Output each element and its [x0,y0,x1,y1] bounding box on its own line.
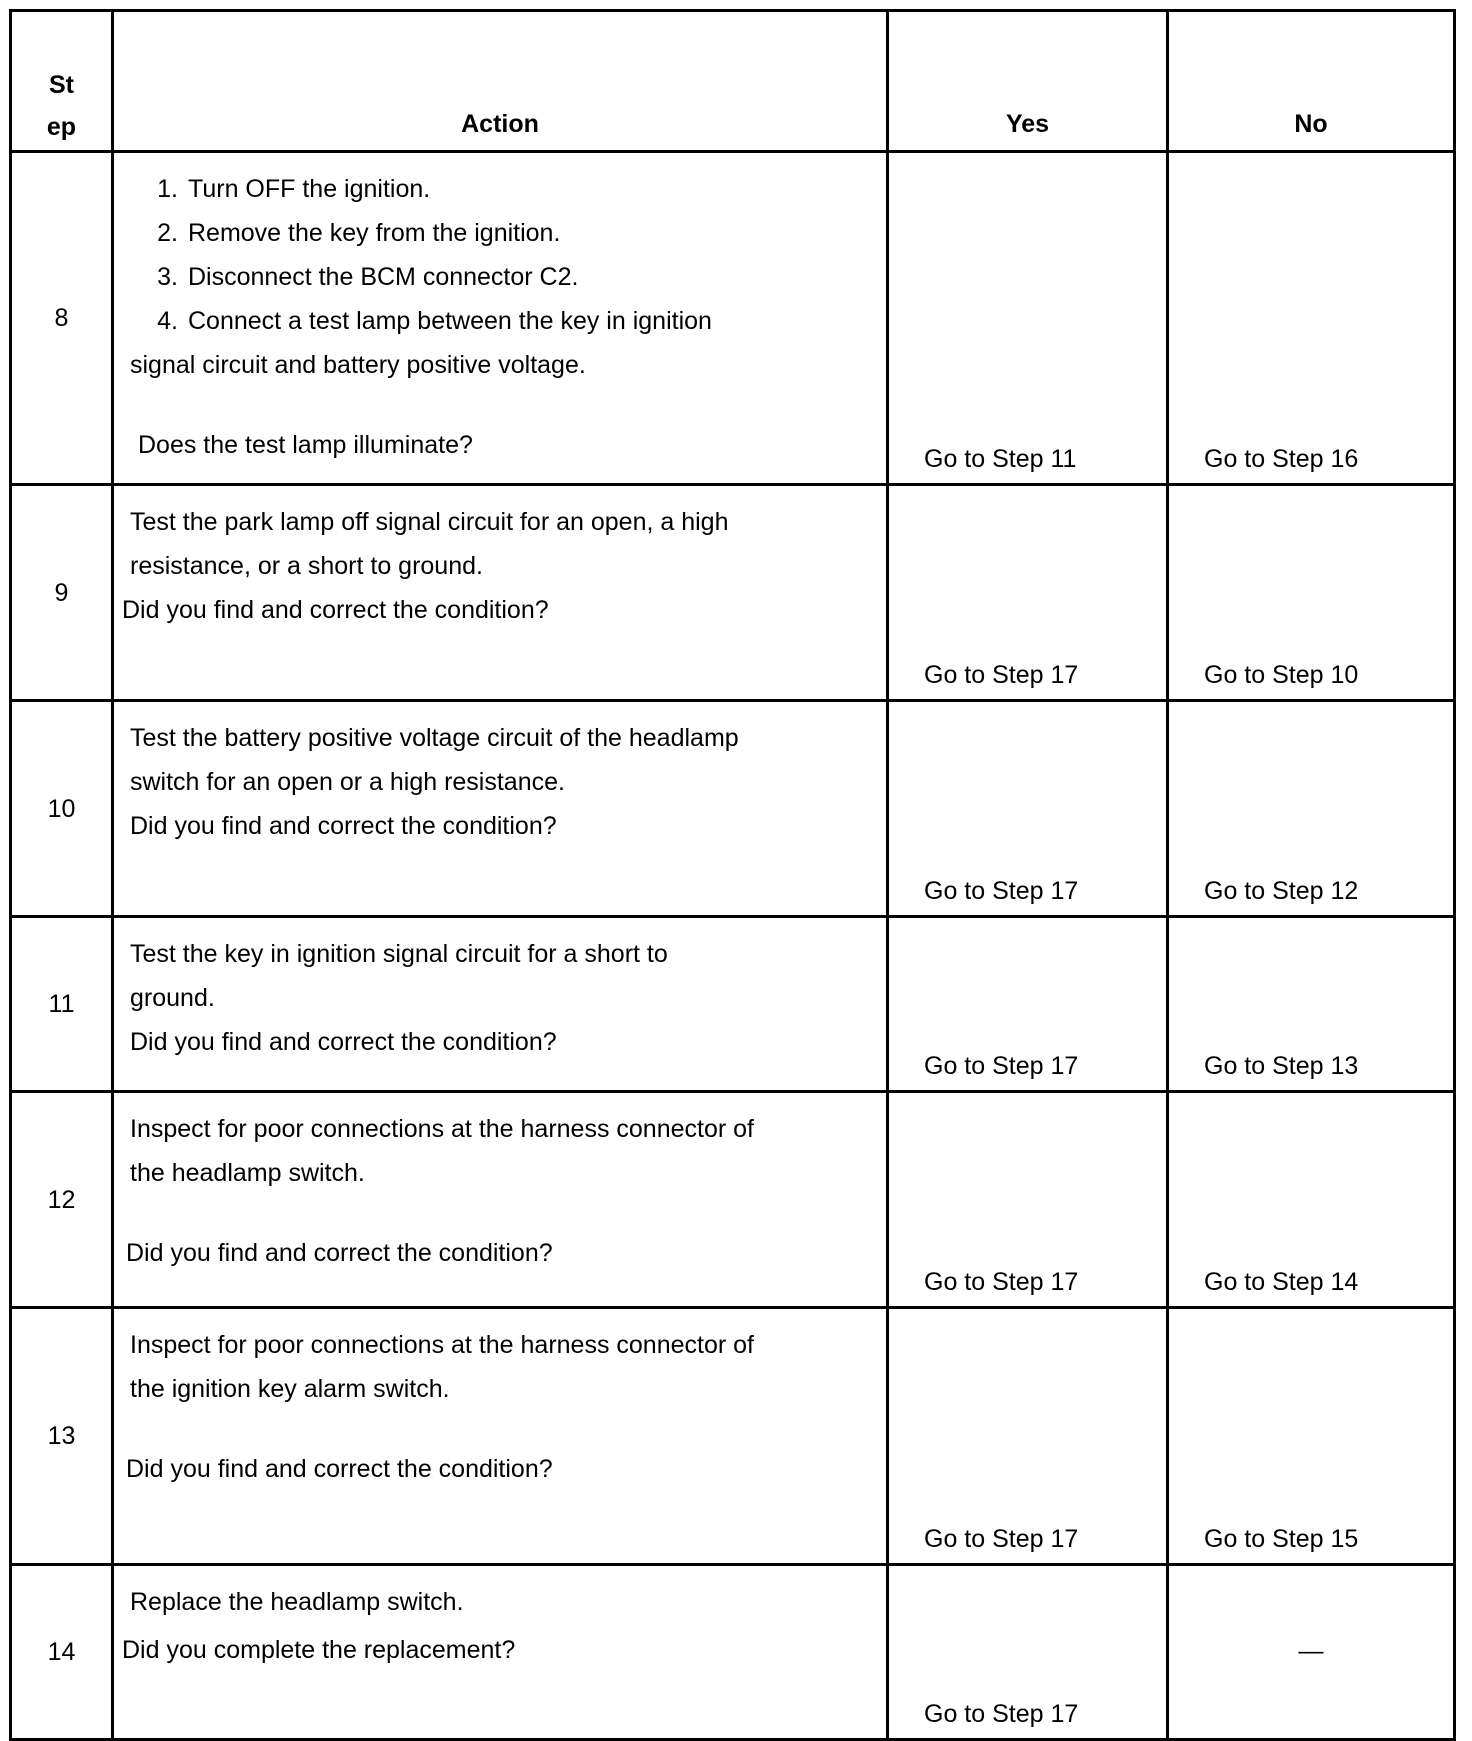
header-step-line2: ep [46,113,77,141]
list-item-number: 4. [157,307,178,335]
no-cell [1168,1308,1455,1565]
step-number: 9 [11,485,113,701]
header-yes: Yes [888,11,1168,152]
action-continuation: signal circuit and battery positive voltage. [130,351,586,379]
table-row [11,1092,1455,1308]
no-cell [1168,152,1455,485]
yes-target: Go to Step 17 [924,1700,1079,1728]
action-question: Did you find and correct the condition? [126,1239,553,1267]
action-list-item [130,255,876,299]
yes-cell [888,1308,1168,1565]
no-cell [1168,701,1455,917]
action-cell [113,917,888,1092]
action-cell [113,1565,888,1740]
list-item-number: 1. [157,175,178,203]
action-line: Test the key in ignition signal circuit for a short to [130,940,668,968]
yes-target: Go to Step 17 [924,1052,1079,1080]
list-item-text: Remove the key from the ignition. [188,219,561,247]
no-cell [1168,1565,1455,1740]
action-question: Did you find and correct the condition? [130,812,557,840]
no-cell [1168,485,1455,701]
action-list-item [130,299,876,343]
table-row [11,485,1455,701]
table-row [11,701,1455,917]
list-item-text: Turn OFF the ignition. [188,175,431,203]
action-line: Inspect for poor connections at the harness connector of [130,1331,754,1359]
yes-target: Go to Step 11 [924,445,1077,473]
action-cell [113,1092,888,1308]
action-line: the headlamp switch. [130,1159,365,1187]
header-step-line1: St [49,71,74,99]
header-action: Action [113,11,888,152]
step-number: 10 [11,701,113,917]
action-question: Did you find and correct the condition? [122,596,549,624]
action-cell [113,152,888,485]
list-item-text: Disconnect the BCM connector C2. [188,263,579,291]
table-row [11,917,1455,1092]
action-cell [113,701,888,917]
yes-cell [888,1092,1168,1308]
action-question: Does the test lamp illuminate? [138,431,473,459]
action-question: Did you find and correct the condition? [126,1455,553,1483]
no-target: Go to Step 10 [1204,661,1359,689]
action-list-item [130,211,876,255]
action-line: the ignition key alarm switch. [130,1375,450,1403]
action-question: Did you complete the replacement? [122,1636,516,1664]
header-no: No [1168,11,1455,152]
action-line: Test the battery positive voltage circuit of the headlamp [130,724,739,752]
yes-cell [888,917,1168,1092]
step-number: 13 [11,1308,113,1565]
table-row [11,1308,1455,1565]
yes-cell [888,485,1168,701]
action-line: switch for an open or a high resistance. [130,768,565,796]
action-question: Did you find and correct the condition? [130,1028,557,1056]
action-line: Replace the headlamp switch. [130,1588,464,1616]
action-cell [113,485,888,701]
step-number: 8 [11,152,113,485]
diagnostic-table-container [9,9,1453,1741]
no-cell [1168,1092,1455,1308]
yes-cell [888,1565,1168,1740]
yes-target: Go to Step 17 [924,661,1079,689]
yes-cell [888,152,1168,485]
step-number: 11 [11,917,113,1092]
action-line: ground. [130,984,215,1012]
list-item-number: 2. [157,219,178,247]
action-list-item [130,167,876,211]
step-number: 12 [11,1092,113,1308]
diagnostic-table [9,9,1456,1741]
no-target: Go to Step 14 [1204,1268,1359,1296]
list-item-number: 3. [157,263,178,291]
action-line: Test the park lamp off signal circuit for an open, a high [130,508,729,536]
header-row [11,11,1455,152]
no-target: Go to Step 12 [1204,877,1359,905]
table-row [11,152,1455,485]
no-target: Go to Step 13 [1204,1052,1359,1080]
step-number: 14 [11,1565,113,1740]
yes-cell [888,701,1168,917]
table-row [11,1565,1455,1740]
no-target: Go to Step 16 [1204,445,1359,473]
yes-target: Go to Step 17 [924,1525,1079,1553]
no-cell [1168,917,1455,1092]
header-step [11,11,113,152]
yes-target: Go to Step 17 [924,1268,1079,1296]
action-cell [113,1308,888,1565]
list-item-text: Connect a test lamp between the key in ignition [188,307,712,335]
no-target: Go to Step 15 [1204,1525,1359,1553]
action-line: Inspect for poor connections at the harness connector of [130,1115,754,1143]
action-line: resistance, or a short to ground. [130,552,483,580]
yes-target: Go to Step 17 [924,877,1079,905]
no-target-dash: — [1298,1637,1324,1665]
